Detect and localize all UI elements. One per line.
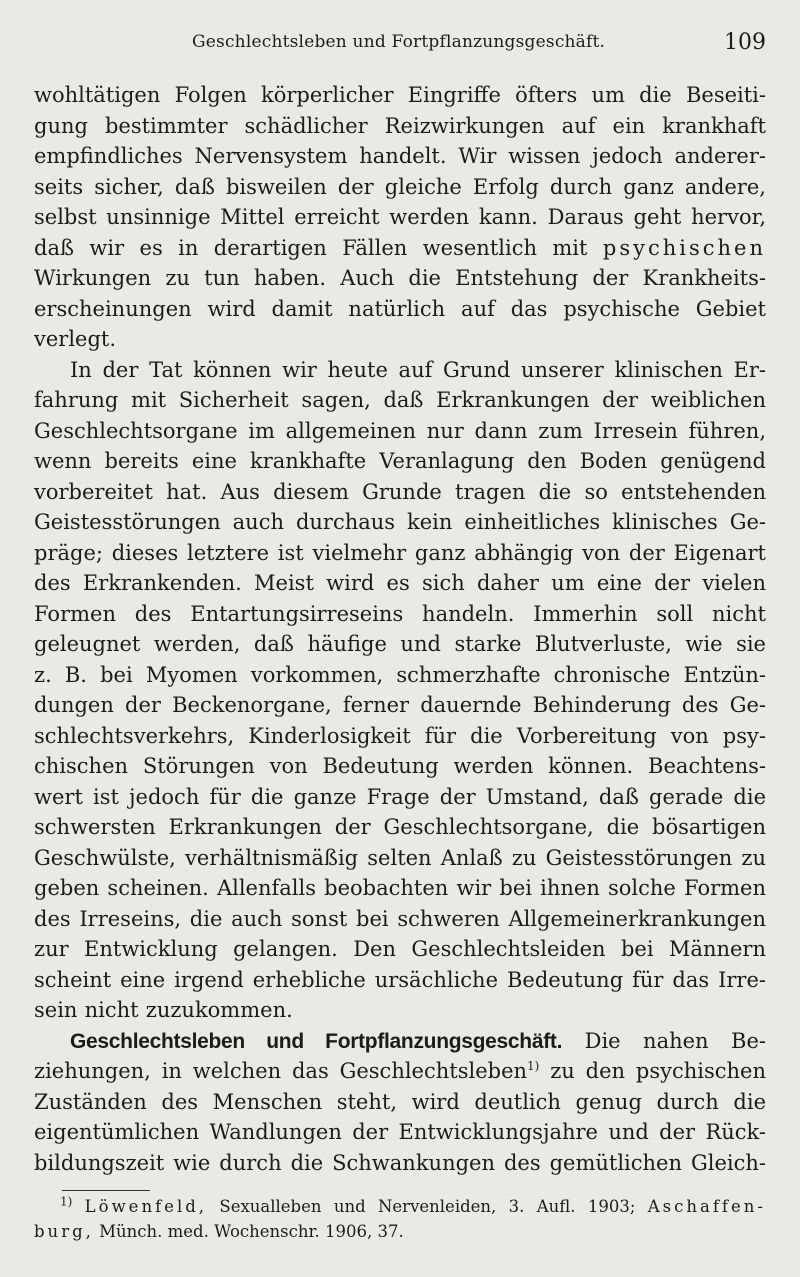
text-line: wohltätigen Folgen körperlicher Eingriffe öfters um die Beseiti- bbox=[34, 83, 766, 107]
text-segment: zu den psychischen bbox=[550, 1059, 766, 1083]
text-line: Geistesstörungen auch durchaus kein einheitliches klinisches Ge- bbox=[34, 510, 766, 534]
footnote-reference[interactable]: 1) bbox=[527, 1059, 540, 1073]
text-line: vorbereitet hat. Aus diesem Grunde tragen die so entstehenden bbox=[34, 479, 766, 504]
footnote-divider bbox=[62, 1190, 150, 1191]
text-line: des Erkrankenden. Meist wird es sich daher um eine der vielen bbox=[34, 571, 766, 595]
text-segment: daß wir es in derartigen Fällen wesentlich mit bbox=[34, 235, 588, 260]
text-line: zur Entwicklung gelangen. Den Geschlechtsleiden bei Männern bbox=[34, 937, 766, 961]
text-line: chischen Störungen von Bedeutung werden können. Beachtens- bbox=[34, 754, 766, 778]
page-header bbox=[0, 28, 800, 64]
text-line: empfindliches Nervensystem handelt. Wir wissen jedoch anderer- bbox=[34, 144, 766, 168]
text-line: wenn bereits eine krankhafte Veranlagung den Boden genügend bbox=[34, 449, 766, 473]
text-line: dungen der Beckenorgane, ferner dauernde Behinderung des Ge- bbox=[34, 693, 766, 717]
spaced-emphasis: psychischen bbox=[602, 235, 766, 260]
text-line: erscheinungen wird damit natürlich auf das psychische Gebiet bbox=[34, 296, 766, 321]
page-number: 109 bbox=[724, 30, 766, 55]
body-text bbox=[34, 80, 766, 1178]
text-line: In der Tat können wir heute auf Grund unserer klinischen Er- bbox=[70, 357, 766, 382]
text-line: Formen des Entartungsirreseins handeln. Immerhin soll nicht bbox=[34, 601, 766, 626]
text-segment: Sexualleben und Nervenleiden, 3. Aufl. 1903; bbox=[219, 1197, 636, 1216]
text-line: eigentümlichen Wandlungen der Entwicklungsjahre und der Rück- bbox=[34, 1120, 766, 1144]
text-line: gung bestimmter schädlicher Reizwirkungen auf ein krankhaft bbox=[34, 113, 766, 138]
text-line: geben scheinen. Allenfalls beobachten wir bei ihnen solche Formen bbox=[34, 876, 766, 900]
footnote-mark: 1) bbox=[60, 1194, 73, 1209]
text-line: Geschwülste, verhältnismäßig selten Anlaß zu Geistesstörungen zu bbox=[34, 845, 766, 870]
running-title: Geschlechtsleben und Fortpflanzungsgeschäft. bbox=[192, 32, 606, 52]
text-line: Geschlechtsorgane im allgemeinen nur dann zum Irresein führen, bbox=[34, 418, 766, 443]
text-line bbox=[34, 1056, 766, 1087]
author-name: Aschaffen- bbox=[647, 1197, 767, 1216]
text-line: schlechtsverkehrs, Kinderlosigkeit für die Vorbereitung von psy- bbox=[34, 723, 766, 748]
text-line: sein nicht zuzukommen. bbox=[34, 998, 293, 1022]
text-line: fahrung mit Sicherheit sagen, daß Erkrankungen der weiblichen bbox=[34, 388, 766, 412]
text-line: präge; dieses letztere ist vielmehr ganz abhängig von der Eigenart bbox=[34, 540, 766, 565]
text-line: verlegt. bbox=[34, 327, 117, 351]
section-heading: Geschlechtsleben und Fortpflanzungsgeschäft. bbox=[70, 1029, 563, 1053]
author-name: burg, bbox=[34, 1222, 94, 1241]
text-line: seits sicher, daß bisweilen der gleiche Erfolg durch ganz andere, bbox=[34, 174, 766, 199]
text-line: scheint eine irgend erhebliche ursächliche Bedeutung für das Irre- bbox=[34, 967, 766, 992]
text-segment: Die nahen Be- bbox=[584, 1028, 767, 1053]
text-line bbox=[34, 1026, 766, 1057]
author-name: Löwenfeld, bbox=[84, 1197, 208, 1216]
text-line: selbst unsinnige Mittel erreicht werden kann. Daraus geht hervor, bbox=[34, 205, 766, 229]
text-line: des Irreseins, die auch sonst bei schweren Allgemeinerkrankungen bbox=[34, 906, 766, 931]
text-line: schwersten Erkrankungen der Geschlechtsorgane, die bösartigen bbox=[34, 815, 766, 839]
text-line: bildungszeit wie durch die Schwankungen des gemütlichen Gleich- bbox=[34, 1150, 766, 1175]
text-segment: Münch. med. Wochenschr. 1906, 37. bbox=[99, 1222, 404, 1241]
text-line: Wirkungen zu tun haben. Auch die Entstehung der Krankheits- bbox=[34, 266, 766, 290]
text-line: wert ist jedoch für die ganze Frage der Umstand, daß gerade die bbox=[34, 784, 766, 809]
footnote-line bbox=[34, 1219, 766, 1244]
text-line: Zuständen des Menschen steht, wird deutlich genug durch die bbox=[34, 1089, 766, 1114]
text-segment: ziehungen, in welchen das Geschlechtsleben bbox=[34, 1059, 528, 1083]
footnote-line bbox=[34, 1194, 766, 1219]
footnotes bbox=[34, 1194, 766, 1244]
text-line: z. B. bei Myomen vorkommen, schmerzhafte chronische Entzün- bbox=[34, 662, 766, 687]
text-line bbox=[34, 233, 766, 264]
text-line: geleugnet werden, daß häufige und starke Blutverluste, wie sie bbox=[34, 632, 766, 656]
